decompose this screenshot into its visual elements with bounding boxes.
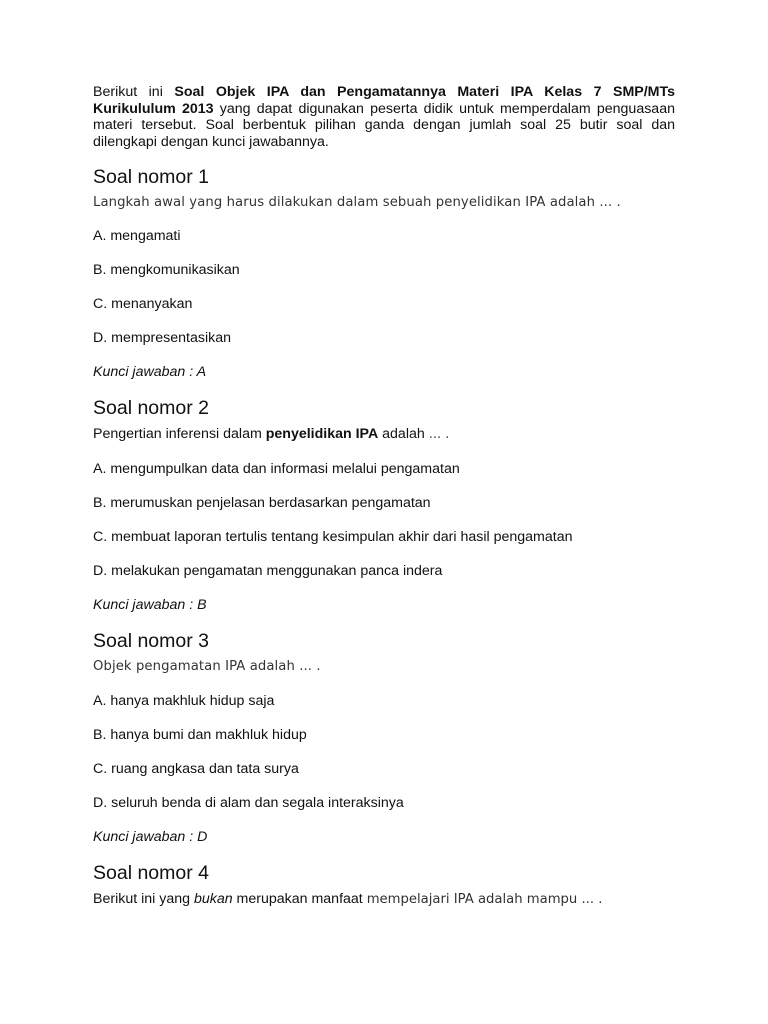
question-3-option-b: B. hanya bumi dan makhluk hidup — [93, 727, 307, 743]
question-2-title: Soal nomor 2 — [93, 397, 209, 419]
question-2-option-c: C. membuat laporan tertulis tentang kesimpulan akhir dari hasil pengamatan — [93, 529, 573, 545]
question-4-title: Soal nomor 4 — [93, 862, 209, 884]
question-1-option-c: C. menanyakan — [93, 296, 193, 312]
question-2-text-pre: Pengertian inferensi dalam — [93, 426, 266, 442]
document-page — [93, 84, 675, 909]
question-2-option-d: D. melakukan pengamatan menggunakan panca indera — [93, 563, 443, 579]
question-4-text-pre: Berikut ini yang — [93, 891, 194, 907]
question-2-option-b: B. merumuskan penjelasan berdasarkan pengamatan — [93, 495, 431, 511]
question-1-option-a: A. mengamati — [93, 228, 181, 244]
question-1-option-b: B. mengkomunikasikan — [93, 262, 240, 278]
question-2-text-bold: penyelidikan IPA — [265, 426, 379, 442]
question-3-text: Objek pengamatan IPA adalah ... . — [93, 659, 321, 674]
intro-paragraph — [93, 84, 675, 150]
question-1-option-d: D. mempresentasikan — [93, 330, 231, 346]
question-1-title: Soal nomor 1 — [93, 166, 209, 188]
question-2-option-a: A. mengumpulkan data dan informasi melalui pengamatan — [93, 461, 460, 477]
intro-rest: yang dapat digunakan peserta didik untuk memperdalam penguasaan materi tersebut. Soal berbentuk pilihan ganda dengan jumlah soal 25 butir soal dan dilengkapi dengan kunci jawabannya. — [93, 100, 675, 150]
question-4-text — [93, 890, 675, 909]
intro-prefix: Berikut ini — [93, 84, 175, 100]
question-4-text-mid: merupakan manfaat — [232, 891, 367, 907]
question-3-title: Soal nomor 3 — [93, 630, 209, 652]
question-2-text-dots: ... . — [428, 427, 450, 442]
question-2-key: Kunci jawaban : B — [93, 597, 207, 613]
question-4-text-italic: bukan — [193, 891, 233, 907]
question-2-text — [93, 425, 675, 444]
question-3-option-c: C. ruang angkasa dan tata surya — [93, 761, 299, 777]
question-1-text: Langkah awal yang harus dilakukan dalam sebuah penyelidikan IPA adalah ... . — [93, 195, 621, 210]
question-3-option-d: D. seluruh benda di alam dan segala interaksinya — [93, 795, 404, 811]
question-3-key: Kunci jawaban : D — [93, 829, 208, 845]
question-2-text-post: adalah — [378, 426, 429, 442]
intro-bold-title: Soal Objek IPA dan Pengamatannya Materi IPA Kelas 7 SMP/MTs Kurikululum 2013 — [93, 84, 675, 117]
question-1-key: Kunci jawaban : A — [93, 364, 207, 380]
question-3-option-a: A. hanya makhluk hidup saja — [93, 693, 275, 709]
question-4-text-light: mempelajari IPA adalah mampu ... . — [366, 892, 603, 907]
